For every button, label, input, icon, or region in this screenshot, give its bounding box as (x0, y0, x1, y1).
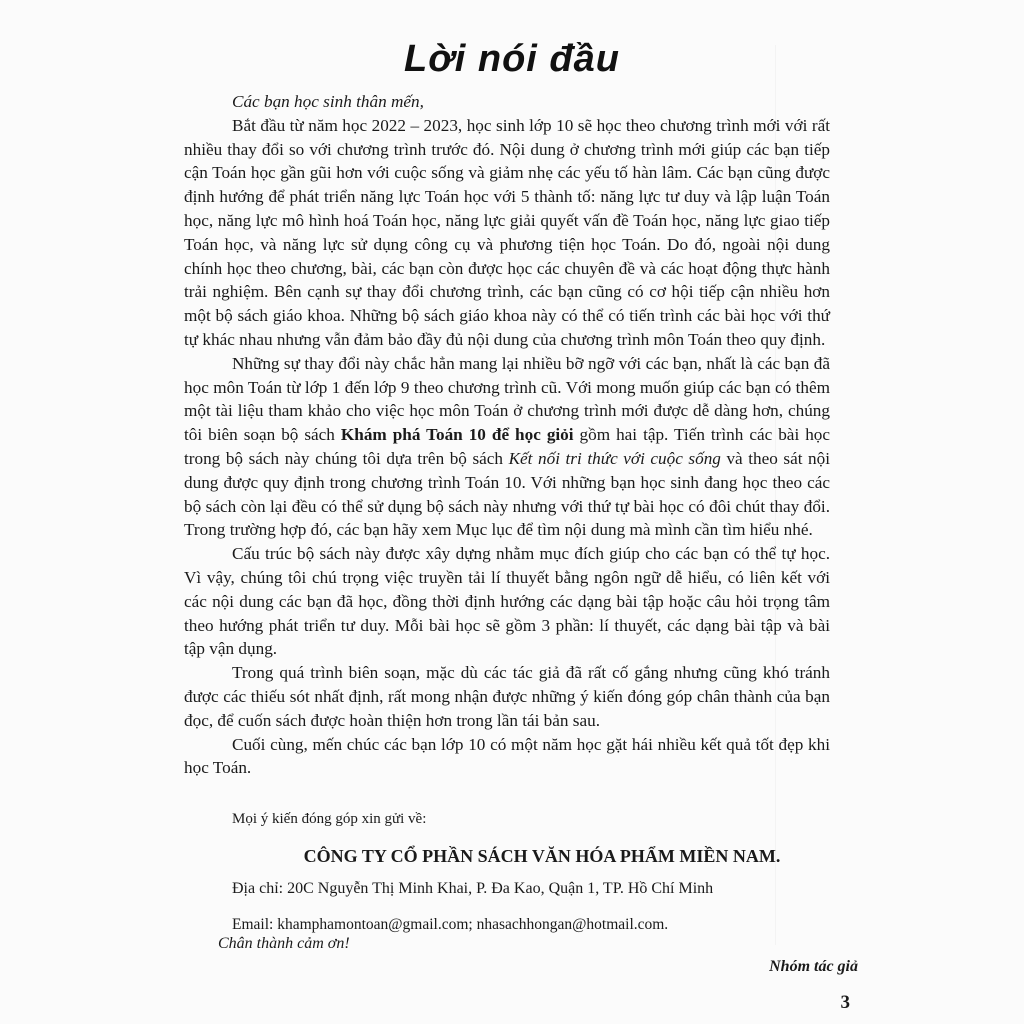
paragraph-1: Bắt đầu từ năm học 2022 – 2023, học sinh lớp 10 sẽ học theo chương trình mới với rất nhiều thay đổi so với chương trình trước đó. Nội dung ở chương trình mới giúp các bạn tiếp cận Toán học gần gũi hơn với cuộc sống và giảm nhẹ các yếu tố hàn lâm. Các bạn cũng được định hướng để phát triển năng lực Toán học với 5 thành tố: năng lực tư duy và lập luận Toán học, năng lực mô hình hoá Toán học, năng lực giải quyết vấn đề Toán học, năng lực giao tiếp Toán học, và năng lực sử dụng công cụ và phương tiện học Toán. Do đó, ngoài nội dung chính học theo chương, bài, các bạn còn được học các chuyên đề và các hoạt động thực hành trải nghiệm. Bên cạnh sự thay đổi chương trình, các bạn cũng có cơ hội tiếp cận nhiều hơn một bộ sách giáo khoa. Những bộ sách giáo khoa này có thể có tiến trình các bài học với thứ tự khác nhau nhưng vẫn đảm bảo đầy đủ nội dung của chương trình môn Toán theo quy định. (184, 115, 830, 349)
book-series-italic: Kết nối tri thức với cuộc sống (508, 448, 721, 468)
paragraph-3: Cấu trúc bộ sách này được xây dựng nhằm mục đích giúp cho các bạn có thể tự học. Vì vậy, chúng tôi chú trọng việc truyền tải lí thuyết bằng ngôn ngữ dễ hiểu, có liên kết với các nội dung các bạn đã học, đồng thời định hướng các dạng bài tập hoặc câu hỏi trọng tâm theo hướng phát triển tư duy. Mỗi bài học sẽ gồm 3 phần: lí thuyết, các dạng bài tập và bài tập vận dụng. (184, 544, 830, 659)
contact-intro: Mọi ý kiến đóng góp xin gửi về: (232, 811, 427, 827)
company-address: Địa chỉ: 20C Nguyễn Thị Minh Khai, P. Đa Kao, Quận 1, TP. Hồ Chí Minh (232, 880, 714, 897)
paragraph-2-part-b: gồm hai tập. Tiến trình các bài học trong bộ sách này chúng tôi dựa trên bộ sách (184, 425, 831, 468)
page-title: Lời nói đầu (404, 38, 620, 80)
salutation: Các bạn học sinh thân mến, (232, 92, 424, 111)
author-signature: Nhóm tác giả (769, 958, 858, 975)
paragraph-2-part-c: và theo sát nội dung được quy định trong chương trình Toán 10. Với những bạn học sinh đang học theo các bộ sách còn lại đều có thể sử dụng bộ sách này nhưng với thứ tự bài học có đôi chút thay đổi. Trong trường hợp đó, các bạn hãy xem Mục lục để tìm nội dung mà mình cần tìm hiểu nhé. (184, 448, 831, 540)
contact-email: Email: khamphamontoan@gmail.com; nhasachhongan@hotmail.com. (232, 916, 669, 933)
paragraph-2 (184, 352, 830, 542)
company-name: CÔNG TY CỔ PHẦN SÁCH VĂN HÓA PHẨM MIỀN NAM. (303, 846, 781, 866)
paragraph-4: Trong quá trình biên soạn, mặc dù các tác giả đã rất cố gắng nhưng cũng khó tránh được các thiếu sót nhất định, rất mong nhận được những ý kiến đóng góp chân thành của bạn đọc, để cuốn sách được hoàn thiện hơn trong lần tái bản sau. (184, 663, 830, 730)
paragraph-2-part-a: Những sự thay đổi này chắc hẳn mang lại nhiều bỡ ngỡ với các bạn, nhất là các bạn đã học môn Toán từ lớp 1 đến lớp 9 theo chương trình cũ. Với mong muốn giúp các bạn có thêm một tài liệu tham khảo cho việc học môn Toán ở chương trình mới được dễ dàng hơn, chúng tôi biên soạn bộ sách (184, 353, 830, 445)
page-number: 3 (840, 992, 850, 1013)
thanks-line: Chân thành cảm ơn! (218, 935, 350, 952)
preface-body (184, 90, 830, 780)
book-title-bold: Khám phá Toán 10 để học giỏi (340, 425, 574, 445)
paragraph-5: Cuối cùng, mến chúc các bạn lớp 10 có một năm học gặt hái nhiều kết quả tốt đẹp khi học Toán. (184, 734, 830, 778)
